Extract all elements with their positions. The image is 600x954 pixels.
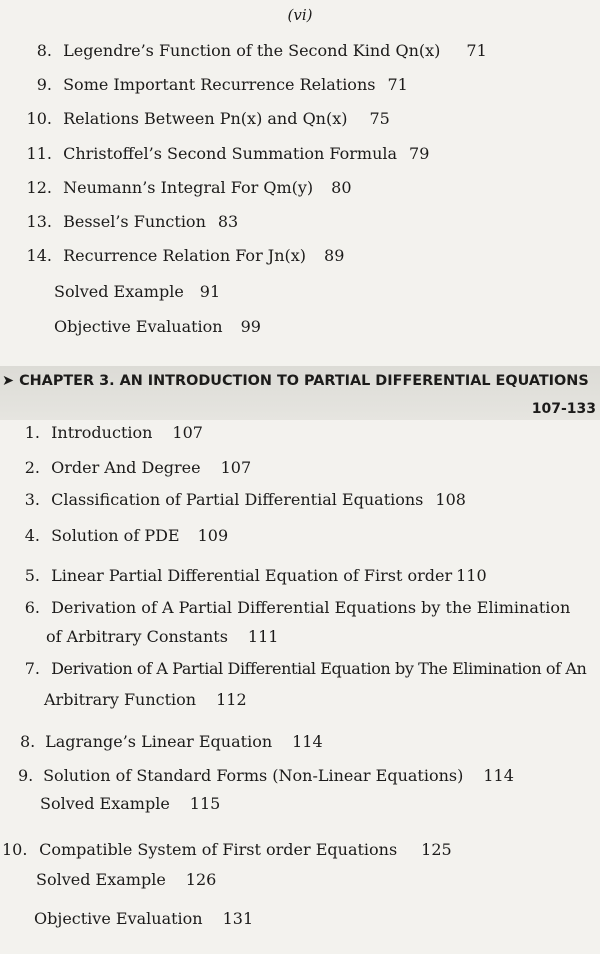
toc-entry[interactable] (20, 109, 390, 128)
entry-number: 14. (26, 246, 52, 265)
toc-entry[interactable] (20, 732, 323, 751)
toc-entry[interactable] (20, 178, 352, 197)
entry-page: 108 (435, 490, 466, 509)
entry-number: 12. (26, 178, 52, 197)
entry-page: 107 (220, 458, 252, 477)
entry-title: Linear Partial Differential Equation of First order (51, 566, 453, 585)
toc-entry[interactable] (40, 794, 220, 813)
entry-number: 3. (24, 490, 40, 509)
toc-entry[interactable] (34, 909, 253, 928)
entry-page: 83 (217, 212, 239, 231)
toc-entry[interactable] (54, 282, 220, 301)
entry-page: 80 (331, 178, 352, 197)
toc-entry[interactable] (20, 659, 586, 678)
entry-title: Introduction (51, 423, 153, 442)
entry-page: 79 (409, 144, 430, 163)
entry-number: 10. (2, 840, 28, 859)
chapter-arrow-icon: ➤ (2, 373, 15, 389)
entry-number: 9. (18, 766, 34, 785)
toc-entry[interactable] (20, 598, 570, 617)
entry-page: 112 (216, 690, 247, 709)
chapter-heading[interactable] (2, 373, 589, 389)
toc-entry[interactable] (20, 526, 228, 545)
entry-page: 125 (421, 840, 452, 859)
entry-title: Neumann’s Integral For Qm(y) (63, 178, 314, 197)
page-number: (vi) (287, 6, 313, 24)
entry-title: Objective Evaluation (34, 909, 203, 928)
entry-title: Derivation of A Partial Differential Equation by The Elimination of An (51, 659, 587, 678)
entry-title: Some Important Recurrence Relations (63, 75, 376, 94)
entry-number: 1. (24, 423, 40, 442)
toc-entry[interactable] (28, 41, 487, 60)
toc-entry[interactable] (20, 490, 466, 509)
toc-entry[interactable] (18, 766, 514, 785)
entry-title: Order And Degree (51, 458, 201, 477)
toc-entry[interactable] (20, 423, 203, 442)
entry-title-continued: of Arbitrary Constants (46, 627, 228, 646)
entry-page: 110 (456, 566, 487, 585)
entry-page: 114 (483, 766, 514, 785)
entry-number: 4. (24, 526, 40, 545)
entry-page: 114 (292, 732, 323, 751)
entry-number: 7. (24, 659, 40, 678)
entry-number: 2. (24, 458, 40, 477)
toc-entry[interactable] (36, 870, 216, 889)
toc-entry[interactable] (20, 246, 344, 265)
entry-title: Lagrange’s Linear Equation (45, 732, 273, 751)
toc-entry-continuation[interactable] (46, 627, 278, 646)
chapter-heading-text: CHAPTER 3. AN INTRODUCTION TO PARTIAL DIFFERENTIAL EQUATIONS (19, 373, 589, 389)
toc-entry[interactable] (28, 75, 408, 94)
toc-entry[interactable] (2, 840, 452, 859)
entry-number: 10. (26, 109, 52, 128)
entry-page: 126 (185, 870, 217, 889)
entry-page: 115 (189, 794, 221, 813)
entry-title: Relations Between Pn(x) and Qn(x) (63, 109, 348, 128)
entry-page: 71 (387, 75, 408, 94)
entry-page: 111 (247, 627, 279, 646)
entry-title: Solved Example (54, 282, 184, 301)
entry-number: 6. (24, 598, 40, 617)
entry-title: Solved Example (40, 794, 170, 813)
chapter-page-range: 107-133 (531, 401, 596, 417)
entry-title: Objective Evaluation (54, 317, 223, 336)
entry-page: 131 (222, 909, 254, 928)
entry-page: 99 (240, 317, 261, 336)
entry-number: 11. (26, 144, 52, 163)
entry-title: Classification of Partial Differential Equations (51, 490, 424, 509)
toc-entry[interactable] (20, 566, 487, 585)
entry-title: Christoffel’s Second Summation Formula (63, 144, 398, 163)
entry-number: 13. (26, 212, 52, 231)
entry-number: 8. (36, 41, 52, 60)
entry-title: Compatible System of First order Equations (39, 840, 398, 859)
entry-number: 8. (20, 732, 36, 751)
entry-title: Solved Example (36, 870, 166, 889)
entry-page: 89 (324, 246, 345, 265)
toc-entry[interactable] (54, 317, 261, 336)
entry-title: Solution of PDE (51, 526, 180, 545)
entry-title: Bessel’s Function (63, 212, 206, 231)
entry-page: 75 (369, 109, 390, 128)
toc-entry[interactable] (20, 144, 429, 163)
entry-number: 9. (36, 75, 52, 94)
entry-title: Legendre’s Function of the Second Kind Qn(x) (63, 41, 441, 60)
toc-entry-continuation[interactable] (44, 690, 247, 709)
entry-number: 5. (24, 566, 40, 585)
entry-title: Recurrence Relation For Jn(x) (63, 246, 307, 265)
entry-page: 91 (199, 282, 221, 301)
entry-title: Solution of Standard Forms (Non-Linear Equations) (43, 766, 464, 785)
toc-entry[interactable] (20, 458, 251, 477)
entry-title-continued: Arbitrary Function (44, 690, 197, 709)
entry-title: Derivation of A Partial Differential Equations by the Elimination (51, 598, 571, 617)
entry-page: 107 (172, 423, 203, 442)
entry-page: 71 (466, 41, 487, 60)
entry-page: 109 (197, 526, 229, 545)
toc-entry[interactable] (20, 212, 238, 231)
